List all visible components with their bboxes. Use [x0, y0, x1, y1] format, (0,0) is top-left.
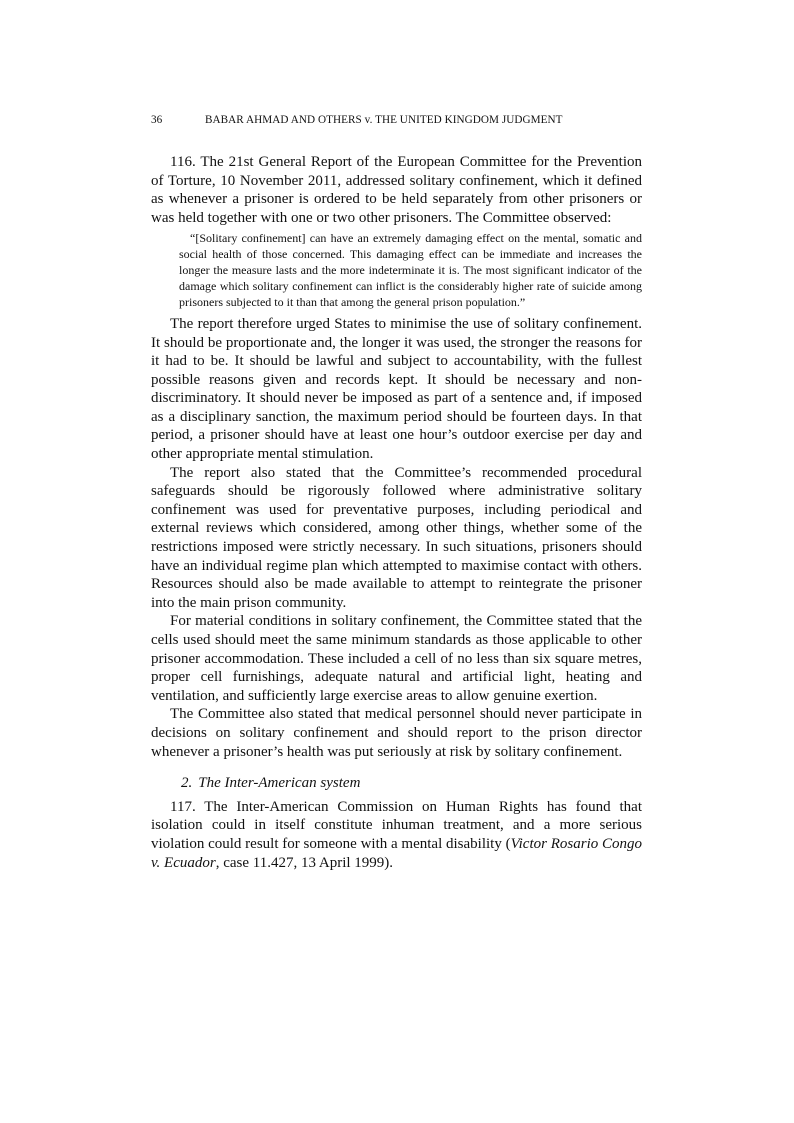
document-body [151, 153, 642, 872]
paragraph-117 [151, 798, 642, 872]
paragraph-116-intro: 116. The 21st General Report of the European Committee for the Prevention of Torture, 10 November 2011, addressed solitary confinement, which it defined as whenever a prisoner is ordered to be held separately from other prisoners or was held together with one or two other prisoners. The Committee observed: [151, 154, 642, 226]
section-heading [181, 774, 642, 793]
block-quote: “[Solitary confinement] can have an extremely damaging effect on the mental, somatic and social health of those concerned. This damaging effect can be immediate and increases the longer the measure lasts and the more indeterminate it is. The most significant indicator of the damage which solitary confinement can inflict is the considerably higher rate of suicide among prisoners subjected to it than that among the general prison population.” [179, 231, 642, 309]
running-title: BABAR AHMAD AND OTHERS v. THE UNITED KINGDOM JUDGMENT [205, 114, 563, 126]
paragraph-116-material: For material conditions in solitary confinement, the Committee stated that the cells used should meet the same minimum standards as those applicable to other prisoner accommodation. These included a cell of no less than six square metres, proper cell furnishings, adequate natural and artificial light, heating and ventilation, and sufficiently large exercise areas to allow genuine exertion. [151, 613, 642, 704]
paragraph-116-safeguards: The report also stated that the Committee’s recommended procedural safeguards should be rigorously followed where administrative solitary confinement was used for preventative purposes, including periodical and external reviews which considered, among other things, whether some of the restrictions imposed were strictly necessary. In such situations, prisoners should have an individual regime plan which attempted to maximise contact with others. Resources should also be made available to attempt to reintegrate the prisoner into the main prison community. [151, 464, 642, 611]
page-header [151, 112, 642, 128]
paragraph-116-urged: The report therefore urged States to minimise the use of solitary confinement. It should be proportionate and, the longer it was used, the stronger the reasons for it had to be. It should be lawful and subject to accountability, with the fullest possible reasons given and records kept. It should be necessary and non-discriminatory. It should never be imposed as part of a sentence and, if imposed as a disciplinary sanction, the maximum period should be fourteen days. In that period, a prisoner should have at least one hour’s outdoor exercise per day and other appropriate mental stimulation. [151, 315, 642, 463]
paragraph-117-citation-details: , case 11.427, 13 April 1999). [215, 854, 394, 871]
paragraph-117-text: 117. The Inter-American Commission on Human Rights has found that isolation could in itself constitute inhuman treatment, and a more serious violation could result for someone with a mental disability ( [151, 798, 642, 852]
case-citation: Victor Rosario Congo v. Ecuador [151, 835, 643, 871]
paragraph-116-medical: The Committee also stated that medical personnel should never participate in decisions on solitary confinement and should report to the prison director whenever a prisoner’s health was put seriously at risk by solitary confinement. [151, 706, 642, 760]
page-number: 36 [151, 114, 163, 126]
section-number: 2. [181, 775, 193, 792]
document-page [151, 112, 642, 872]
section-title: The Inter-American system [198, 775, 361, 792]
